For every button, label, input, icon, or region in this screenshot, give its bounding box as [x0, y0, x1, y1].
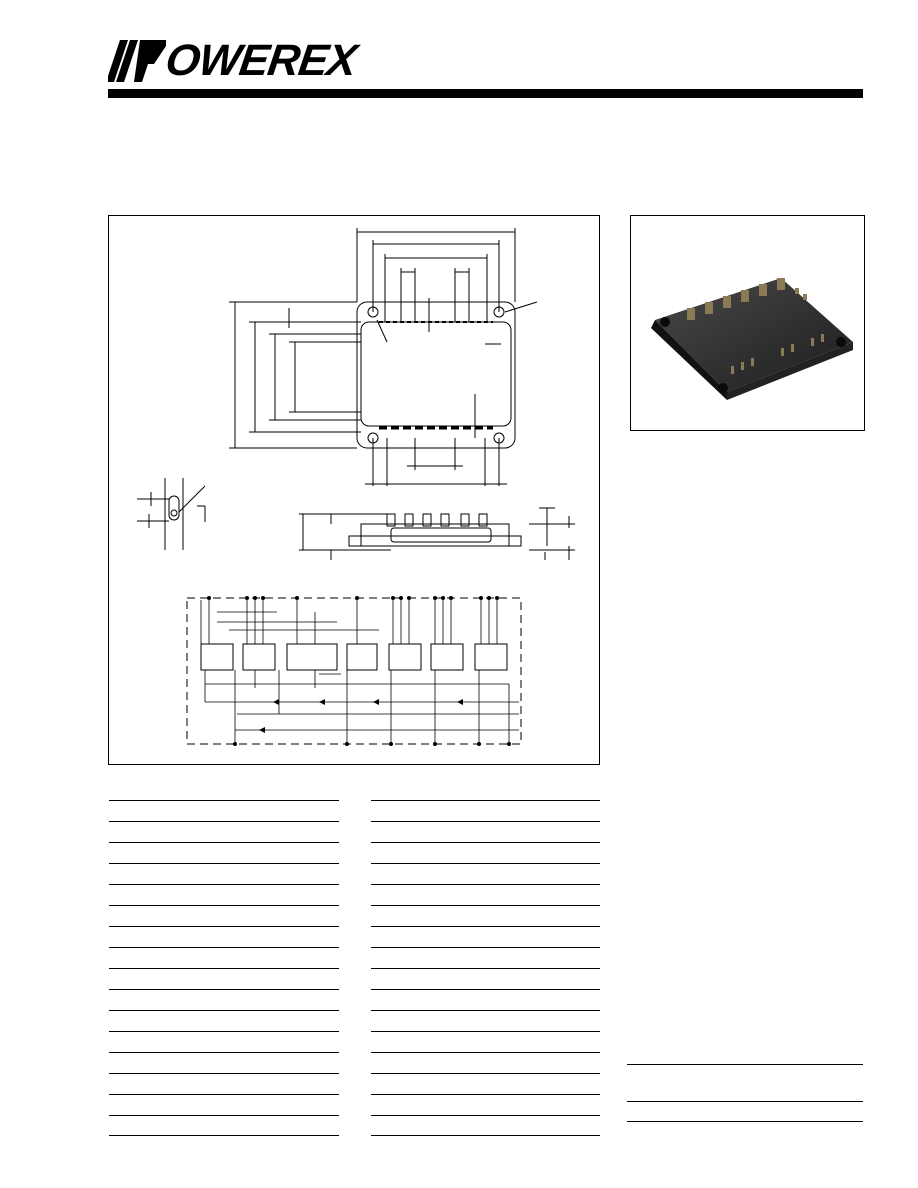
header-rule	[108, 89, 863, 98]
module-inner-outline	[361, 322, 511, 426]
module-photo	[631, 216, 865, 431]
schematic-nodes	[207, 596, 511, 746]
schematic-blocks	[201, 644, 507, 670]
outline-drawing-panel	[108, 215, 600, 765]
logo-wordmark: OWEREX	[162, 36, 360, 85]
powerex-logo	[108, 36, 360, 85]
schematic-wiring	[201, 600, 519, 744]
outline-drawing	[109, 216, 601, 766]
schematic-border	[187, 598, 521, 744]
logo-p-mark	[108, 38, 168, 84]
module-photo-panel	[630, 215, 865, 431]
